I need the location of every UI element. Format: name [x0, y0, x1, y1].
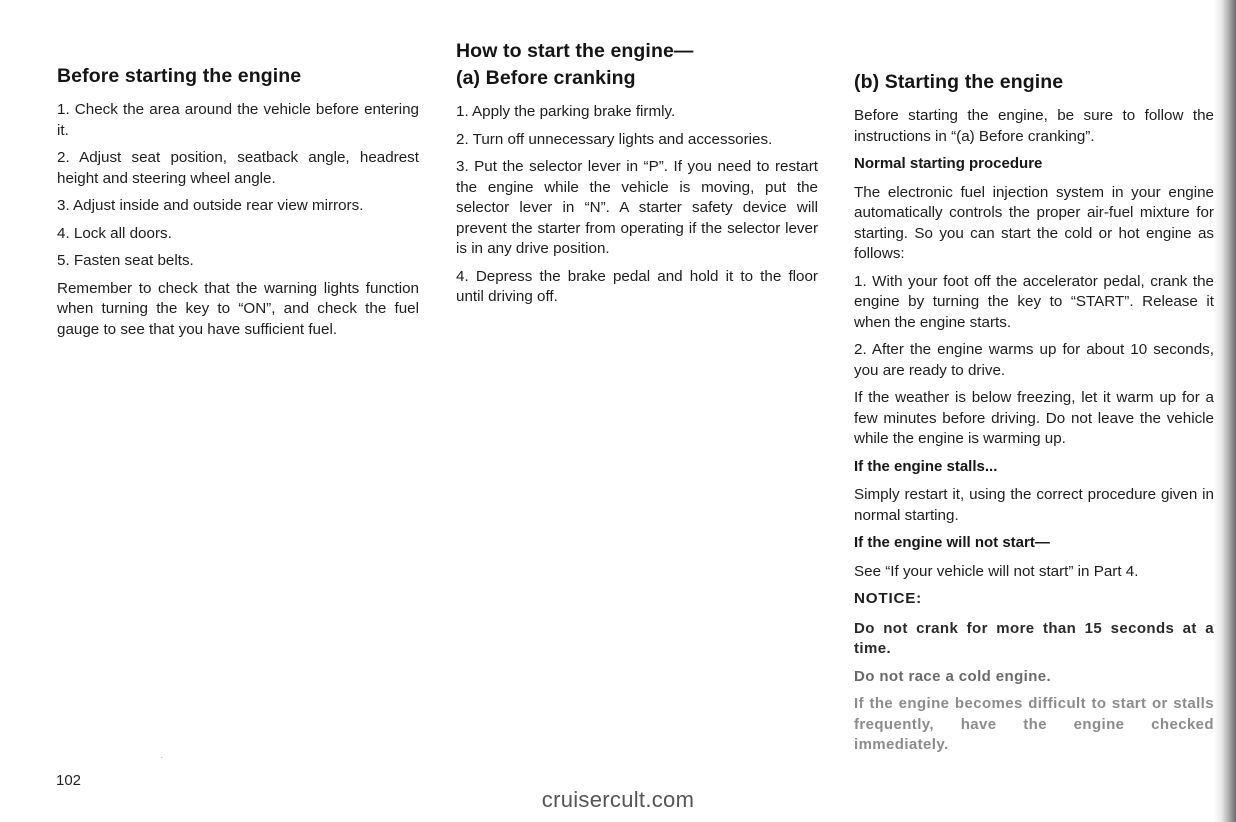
page-number: 102 — [56, 772, 82, 789]
notice-title: NOTICE: — [854, 590, 923, 607]
weather-text: If the weather is below freezing, let it warm up for a few minutes before driving. Do not leave the vehicle while the engine is warming up. — [854, 389, 1214, 447]
wont-start-text: See “If your vehicle will not start” in Part 4. — [854, 562, 1139, 580]
stalls-text: Simply restart it, using the correct procedure given in normal starting. — [854, 486, 1214, 524]
normal-procedure-title: Normal starting procedure — [854, 155, 1043, 172]
middle-column — [456, 0, 818, 315]
middle-item-1: 1. Apply the parking brake firmly. — [456, 103, 676, 120]
heading-how-to-start: How to start the engine— — [456, 40, 694, 62]
left-column — [57, 0, 419, 347]
left-item-4: 4. Lock all doors. — [57, 224, 172, 242]
right-column — [854, 0, 1214, 763]
notice-item-1: Do not crank for more than 15 seconds at a time. — [854, 619, 1214, 657]
middle-item-3: 3. Put the selector lever in “P”. If you need to restart the engine while the vehicle is moving, put the selector lever in “N”. A starter safety device will prevent the starter from operating if the selector lever is in any drive position. — [456, 158, 818, 257]
left-item-1: 1. Check the area around the vehicle before entering it. — [57, 101, 419, 139]
step-1: 1. With your foot off the accelerator pedal, crank the engine by turning the key to “START”. Release it when the engine starts. — [854, 272, 1214, 331]
notice-item-3: If the engine becomes difficult to start or stalls frequently, have the engine checked immediately. — [854, 695, 1214, 753]
right-intro: Before starting the engine, be sure to follow the instructions in “(a) Before cranking”. — [854, 107, 1214, 145]
normal-procedure-text: The electronic fuel injection system in your engine automatically controls the proper air-fuel mixture for starting. So you can start the cold or hot engine as follows: — [854, 183, 1214, 262]
middle-item-2: 2. Turn off unnecessary lights and accessories. — [456, 130, 773, 148]
watermark: cruisercult.com — [541, 787, 695, 812]
stalls-title: If the engine stalls... — [854, 457, 998, 475]
wont-start-title: If the engine will not start— — [854, 534, 1050, 551]
subheading-before-cranking: (a) Before cranking — [456, 67, 636, 89]
paper-speck: · — [160, 752, 164, 763]
heading-starting-engine: (b) Starting the engine — [854, 71, 1064, 93]
step-2: 2. After the engine warms up for about 10 seconds, you are ready to drive. — [854, 341, 1214, 379]
middle-item-4: 4. Depress the brake pedal and hold it to the floor until driving off. — [456, 267, 818, 305]
left-item-5: 5. Fasten seat belts. — [57, 252, 194, 269]
page-edge-shadow — [1214, 0, 1236, 822]
left-remember-text: Remember to check that the warning lights function when turning the key to “ON”, and check the fuel gauge to see that you have sufficient fuel. — [57, 279, 419, 338]
notice-item-2: Do not race a cold engine. — [854, 667, 1052, 685]
left-item-2: 2. Adjust seat position, seatback angle, headrest height and steering wheel angle. — [57, 149, 419, 187]
left-item-3: 3. Adjust inside and outside rear view mirrors. — [57, 197, 364, 214]
heading-before-starting: Before starting the engine — [57, 65, 302, 87]
